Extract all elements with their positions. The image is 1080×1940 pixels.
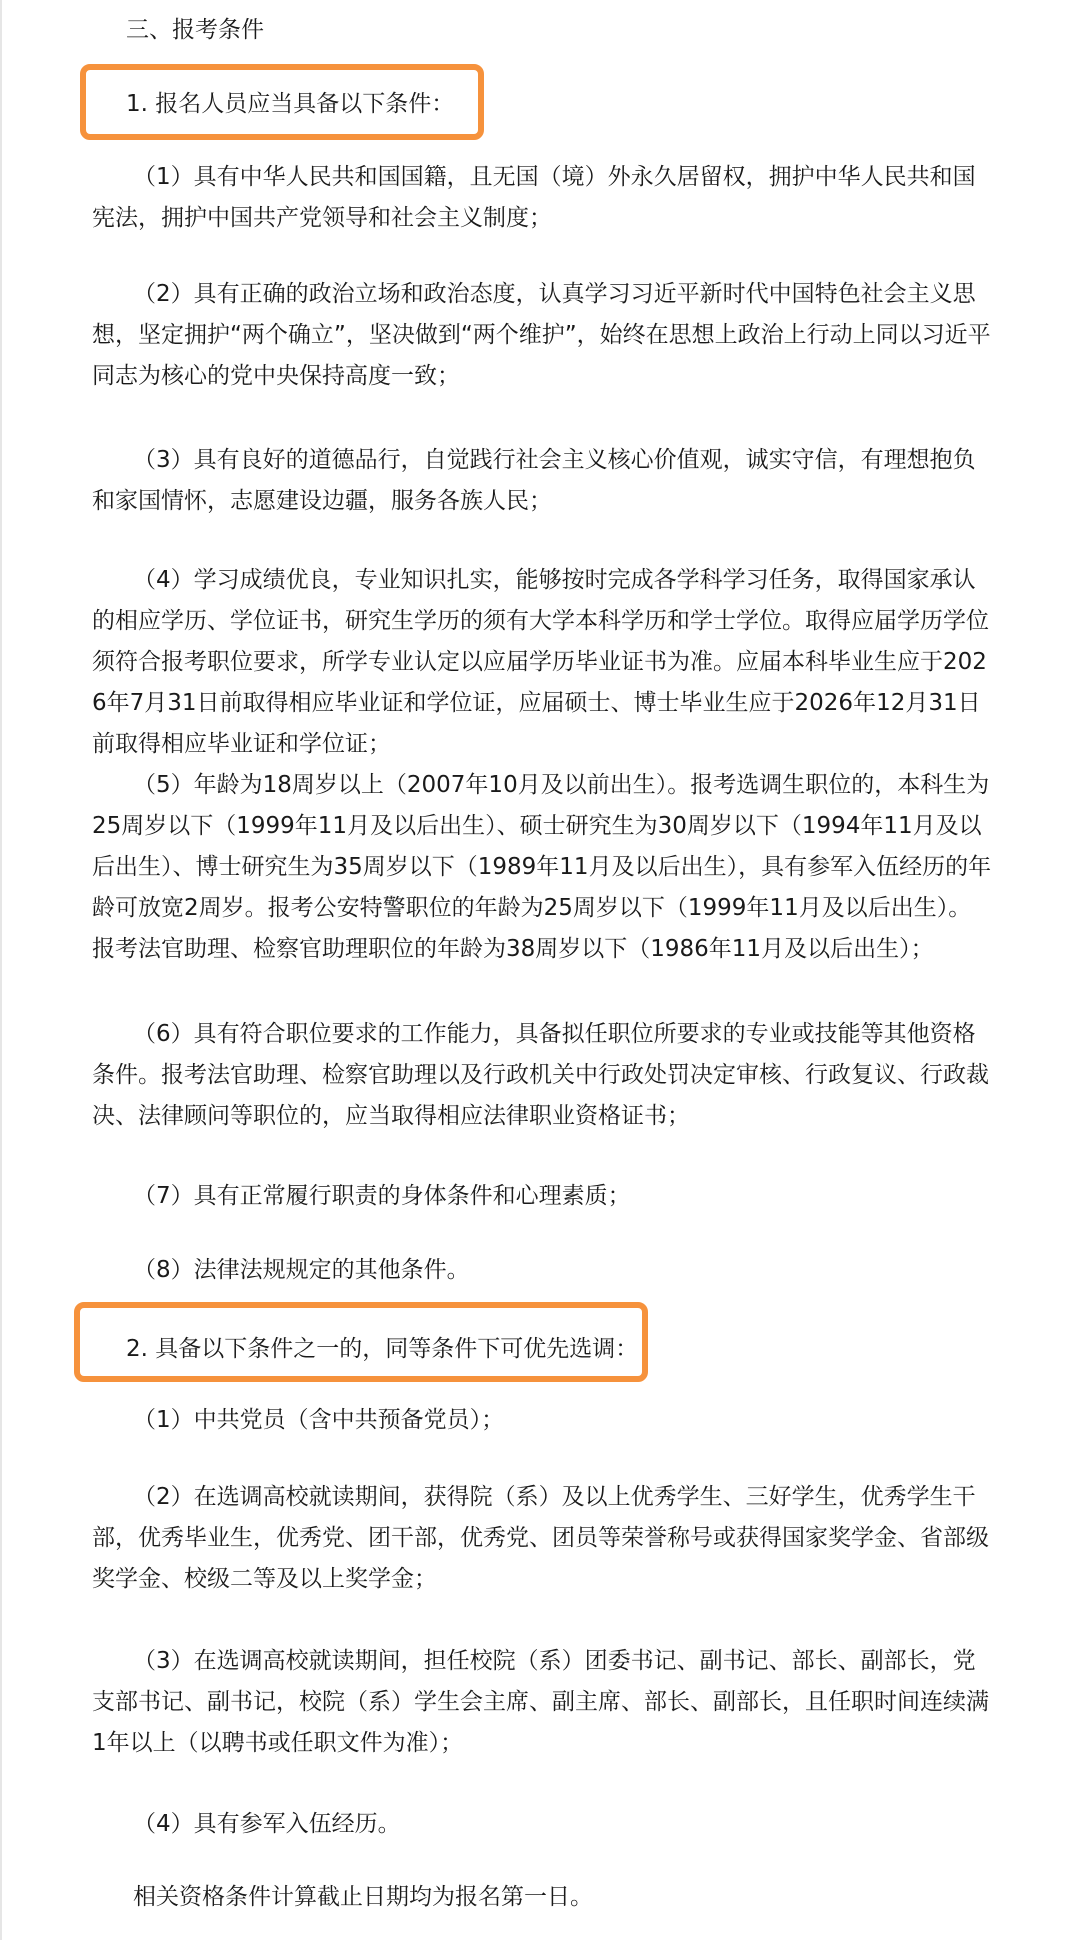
- group1-item-8: （8）法律法规规定的其他条件。: [133, 1257, 470, 1283]
- group1-item-3: （3）具有良好的道德品行，自觉践行社会主义核心价值观，诚实守信，有理想抱负和家国情怀，志愿建设边疆，服务各族人民；: [92, 447, 976, 514]
- group2-item-4: （4）具有参军入伍经历。: [133, 1811, 401, 1837]
- group2-item-2: （2）在选调高校就读期间，获得院（系）及以上优秀学生、三好学生，优秀学生干部，优秀毕业生，优秀党、团干部，优秀党、团员等荣誉称号或获得国家奖学金、省部级奖学金、校级二等及以上奖学金；: [92, 1484, 989, 1592]
- group1-item-5: （5）年龄为18周岁以上（2007年10月及以前出生）。报考选调生职位的，本科生为25周岁以下（1999年11月及以后出生）、硕士研究生为30周岁以下（1994年11月及以后出生）、博士研究生为35周岁以下（1989年11月及以后出生），具有参军入伍经历的年龄可放宽2周岁。报考公安特警职位的年龄为25周岁以下（1999年11月及以后出生）。报考法官助理、检察官助理职位的年龄为38周岁以下（1986年11月及以后出生）；: [92, 772, 992, 962]
- group1-item-7: （7）具有正常履行职责的身体条件和心理素质；: [133, 1183, 631, 1209]
- group1-title: 1. 报名人员应当具备以下条件：: [126, 91, 455, 117]
- group1-item-6: （6）具有符合职位要求的工作能力，具备拟任职位所要求的专业或技能等其他资格条件。报考法官助理、检察官助理以及行政机关中行政处罚决定审核、行政复议、行政裁决、法律顾问等职位的，应当取得相应法律职业资格证书；: [92, 1021, 989, 1129]
- closing-note: 相关资格条件计算截止日期均为报名第一日。: [133, 1884, 593, 1910]
- section-heading: 三、报考条件: [126, 17, 264, 43]
- group1-item-1: （1）具有中华人民共和国国籍，且无国（境）外永久居留权，拥护中华人民共和国宪法，拥护中国共产党领导和社会主义制度；: [92, 164, 976, 231]
- group1-item-2: （2）具有正确的政治立场和政治态度，认真学习习近平新时代中国特色社会主义思想，坚定拥护“两个确立”，坚决做到“两个维护”，始终在思想上政治上行动上同以习近平同志为核心的党中央保持高度一致；: [92, 281, 991, 389]
- group2-item-1: （1）中共党员（含中共预备党员）；: [133, 1407, 505, 1433]
- left-border: [0, 0, 2, 1940]
- group1-item-4: （4）学习成绩优良，专业知识扎实，能够按时完成各学科学习任务，取得国家承认的相应学历、学位证书，研究生学历的须有大学本科学历和学士学位。取得应届学历学位须符合报考职位要求，所学专业认定以应届学历毕业证书为准。应届本科毕业生应于2026年7月31日前取得相应毕业证和学位证，应届硕士、博士毕业生应于2026年12月31日前取得相应毕业证和学位证；: [92, 567, 989, 757]
- group2-title: 2. 具备以下条件之一的，同等条件下可优先选调：: [126, 1336, 639, 1362]
- group2-item-3: （3）在选调高校就读期间，担任校院（系）团委书记、副书记、部长、副部长，党支部书记、副书记，校院（系）学生会主席、副主席、部长、副部长，且任职时间连续满1年以上（以聘书或任职文件为准）；: [92, 1648, 989, 1756]
